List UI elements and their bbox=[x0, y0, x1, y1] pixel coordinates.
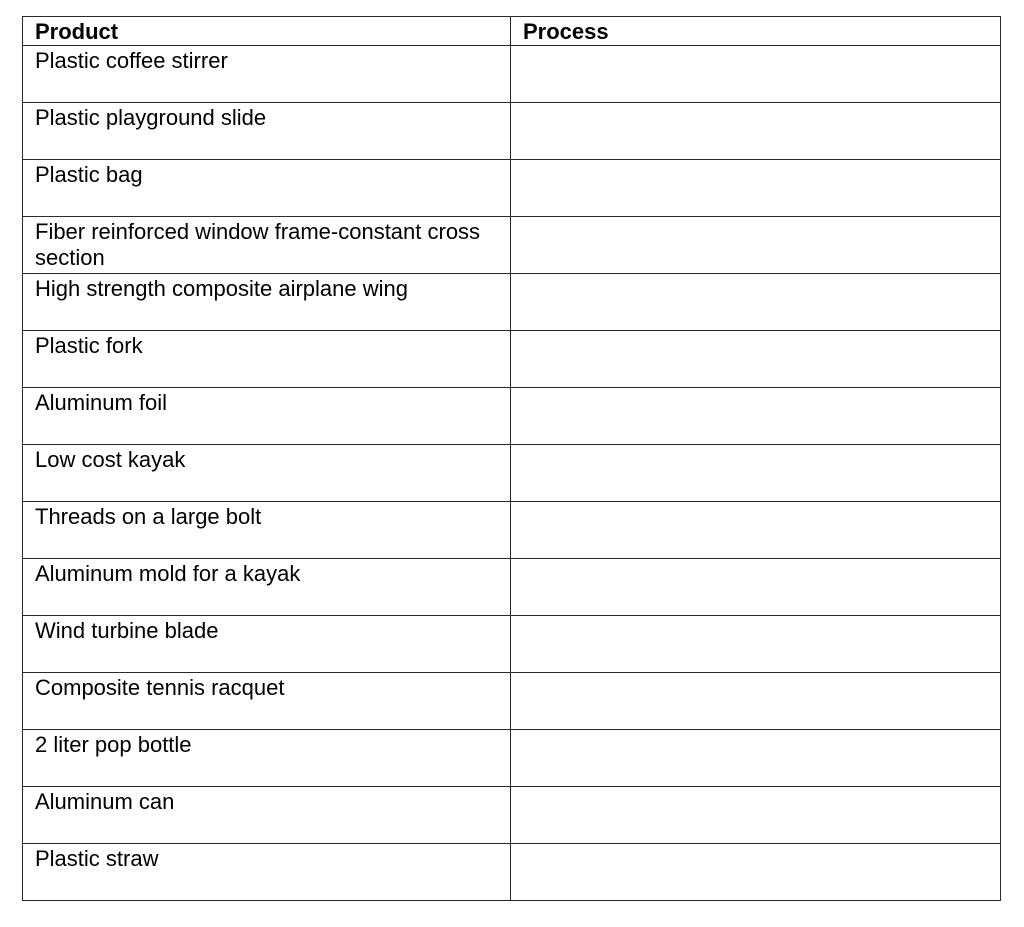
table-row bbox=[23, 730, 1001, 787]
product-cell: Aluminum mold for a kayak bbox=[23, 559, 511, 616]
process-cell[interactable] bbox=[511, 46, 1001, 103]
process-cell[interactable] bbox=[511, 103, 1001, 160]
process-column-header: Process bbox=[511, 17, 1001, 46]
process-cell[interactable] bbox=[511, 217, 1001, 274]
product-cell: Plastic coffee stirrer bbox=[23, 46, 511, 103]
product-cell: Plastic fork bbox=[23, 331, 511, 388]
product-column-header: Product bbox=[23, 17, 511, 46]
process-cell[interactable] bbox=[511, 502, 1001, 559]
table-row bbox=[23, 559, 1001, 616]
process-cell[interactable] bbox=[511, 274, 1001, 331]
table-row bbox=[23, 673, 1001, 730]
process-cell[interactable] bbox=[511, 388, 1001, 445]
product-cell: Plastic playground slide bbox=[23, 103, 511, 160]
product-cell: High strength composite airplane wing bbox=[23, 274, 511, 331]
table-row bbox=[23, 103, 1001, 160]
product-cell: Threads on a large bolt bbox=[23, 502, 511, 559]
table-row bbox=[23, 331, 1001, 388]
table-row bbox=[23, 844, 1001, 901]
product-cell: Wind turbine blade bbox=[23, 616, 511, 673]
product-cell: Plastic straw bbox=[23, 844, 511, 901]
table-header-row bbox=[23, 17, 1001, 46]
product-cell: Aluminum can bbox=[23, 787, 511, 844]
table-row bbox=[23, 445, 1001, 502]
product-cell: Plastic bag bbox=[23, 160, 511, 217]
product-process-table bbox=[22, 16, 1001, 901]
table-row bbox=[23, 787, 1001, 844]
table-row bbox=[23, 502, 1001, 559]
product-process-worksheet bbox=[22, 16, 1000, 901]
process-cell[interactable] bbox=[511, 160, 1001, 217]
product-cell: Low cost kayak bbox=[23, 445, 511, 502]
process-cell[interactable] bbox=[511, 445, 1001, 502]
product-cell: 2 liter pop bottle bbox=[23, 730, 511, 787]
table-row bbox=[23, 274, 1001, 331]
table-row bbox=[23, 46, 1001, 103]
product-cell: Aluminum foil bbox=[23, 388, 511, 445]
table-row bbox=[23, 160, 1001, 217]
process-cell[interactable] bbox=[511, 673, 1001, 730]
process-cell[interactable] bbox=[511, 559, 1001, 616]
product-cell: Fiber reinforced window frame-constant cross section bbox=[23, 217, 511, 274]
product-cell: Composite tennis racquet bbox=[23, 673, 511, 730]
table-row bbox=[23, 388, 1001, 445]
table-row bbox=[23, 616, 1001, 673]
process-cell[interactable] bbox=[511, 844, 1001, 901]
process-cell[interactable] bbox=[511, 787, 1001, 844]
process-cell[interactable] bbox=[511, 616, 1001, 673]
process-cell[interactable] bbox=[511, 730, 1001, 787]
table-row bbox=[23, 217, 1001, 274]
process-cell[interactable] bbox=[511, 331, 1001, 388]
